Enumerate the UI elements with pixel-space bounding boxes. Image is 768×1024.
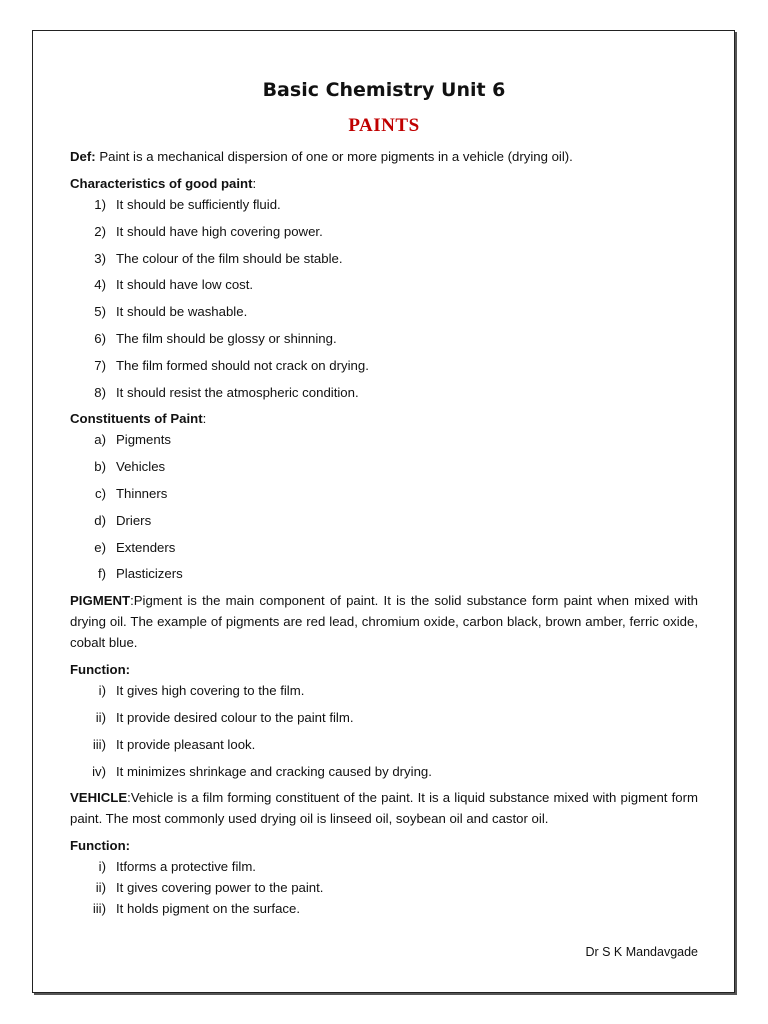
pigment-text: :Pigment is the main component of paint. It is the solid substance form paint when mixed with drying oil. The example of pigments are red lead, chromium oxide, carbon black, brown amber, ferric oxide, cobalt blue. [70, 593, 698, 651]
vehicle-label: VEHICLE [70, 790, 128, 806]
list-item [70, 355, 698, 376]
list-item [70, 537, 698, 558]
list-marker: 5) [94, 304, 106, 320]
list-item-text: Plasticizers [116, 566, 183, 582]
vehicle-text: :Vehicle is a film forming constituent of the paint. It is a liquid substance mixed with pigment form paint. The most commonly used drying oil is linseed oil, soybean oil and castor oil. [70, 790, 698, 827]
list-item [70, 429, 698, 450]
list-marker: iii) [92, 736, 106, 752]
list-item-text: It gives high covering to the film. [116, 683, 305, 699]
list-item-text: It minimizes shrinkage and cracking caused by drying. [116, 763, 432, 779]
list-item-text: The colour of the film should be stable. [116, 250, 343, 266]
list-item [70, 680, 698, 701]
characteristics-list [70, 194, 698, 403]
list-item [70, 483, 698, 504]
list-marker: 8) [94, 384, 106, 400]
list-marker: 7) [94, 357, 106, 373]
list-item-text: It gives covering power to the paint. [116, 880, 324, 896]
list-marker: c) [95, 485, 106, 501]
list-marker: 3) [94, 250, 106, 266]
list-marker: e) [94, 539, 106, 555]
list-marker: i) [98, 859, 106, 875]
list-item-text: The film formed should not crack on drying. [116, 357, 369, 373]
list-marker: iv) [92, 763, 106, 779]
list-marker: b) [94, 459, 106, 475]
list-item-text: It should be sufficiently fluid. [116, 197, 281, 212]
document-content [70, 76, 698, 919]
list-item [70, 563, 698, 584]
vehicle-paragraph [70, 787, 698, 829]
list-item [70, 221, 698, 242]
list-marker: 2) [94, 223, 106, 239]
characteristics-heading-text: Characteristics of good paint [70, 176, 253, 191]
list-marker: 1) [94, 197, 106, 212]
list-item [70, 707, 698, 728]
list-item [70, 194, 698, 215]
vehicle-function-list [70, 856, 698, 919]
list-item [70, 761, 698, 782]
list-marker: ii) [95, 709, 106, 725]
pigment-function-heading: Function: [70, 662, 131, 678]
list-item-text: Vehicles [116, 459, 166, 475]
pigment-paragraph [70, 590, 698, 653]
list-item [70, 898, 698, 919]
list-marker: 4) [94, 277, 106, 293]
pigment-function-list [70, 680, 698, 781]
list-item-text: Thinners [116, 485, 168, 501]
list-item-text: Driers [116, 512, 152, 528]
characteristics-heading-colon: : [252, 176, 257, 191]
list-item-text: The film should be glossy or shinning. [116, 330, 337, 346]
document-title: Basic Chemistry Unit 6 [262, 79, 506, 101]
definition-text: Paint is a mechanical dispersion of one or more pigments in a vehicle (drying oil). [95, 149, 573, 164]
definition-label: Def: [70, 149, 96, 164]
pigment-label: PIGMENT [70, 593, 131, 609]
list-item [70, 510, 698, 531]
list-item-text: Pigments [116, 432, 171, 448]
list-marker: a) [94, 432, 106, 448]
characteristics-heading [70, 173, 698, 194]
list-marker: i) [98, 683, 106, 699]
list-item-text: Itforms a protective film. [116, 859, 256, 875]
list-item-text: It should resist the atmospheric condition. [116, 384, 359, 400]
footer-author: Dr S K Mandavgade [585, 945, 698, 959]
list-item [70, 328, 698, 349]
list-marker: ii) [95, 880, 106, 896]
list-item [70, 877, 698, 898]
list-item [70, 456, 698, 477]
constituents-heading [70, 408, 698, 429]
list-item-text: Extenders [116, 539, 176, 555]
document-subtitle: PAINTS [348, 115, 420, 136]
definition-paragraph [70, 146, 698, 167]
list-item [70, 382, 698, 403]
list-marker: f) [97, 566, 106, 582]
vehicle-function-heading: Function: [70, 838, 131, 854]
list-item-text: It should have high covering power. [116, 223, 323, 239]
constituents-list [70, 429, 698, 584]
list-item-text: It holds pigment on the surface. [116, 901, 301, 917]
list-item-text: It provide desired colour to the paint film. [116, 709, 354, 725]
list-item [70, 301, 698, 322]
constituents-heading-colon: : [202, 411, 207, 427]
list-item [70, 856, 698, 877]
list-item-text: It provide pleasant look. [116, 736, 256, 752]
list-item-text: It should have low cost. [116, 277, 254, 293]
list-item [70, 734, 698, 755]
list-item-text: It should be washable. [116, 304, 248, 320]
list-item [70, 248, 698, 269]
list-marker: iii) [92, 901, 106, 917]
list-marker: d) [94, 512, 106, 528]
list-marker: 6) [94, 330, 106, 346]
list-item [70, 274, 698, 295]
constituents-heading-text: Constituents of Paint [70, 411, 203, 427]
